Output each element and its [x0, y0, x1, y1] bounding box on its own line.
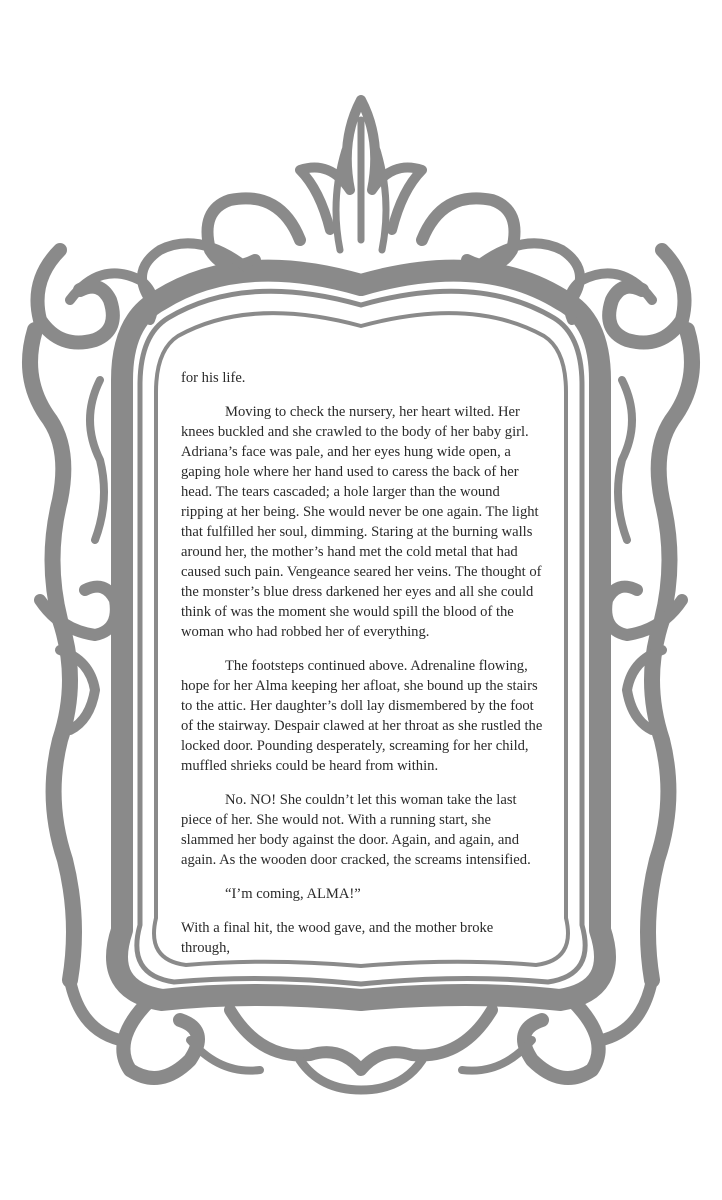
- paragraph-5: With a final hit, the wood gave, and the mother broke through,: [181, 920, 494, 956]
- paragraph-2: The footsteps continued above. Adrenaline flowing, hope for her Alma keeping her afloat, she bound up the stairs to the attic. Her daughter’s doll lay dismembered by the foot of the stairway. Despair clawed at her throat as she rustled the locked door. Pounding desperately, screaming for her child, muffled shrieks could be heard from within.: [181, 658, 543, 774]
- paragraph-4: “I’m coming, ALMA!”: [225, 886, 361, 902]
- paragraph-1: Moving to check the nursery, her heart wilted. Her knees buckled and she crawled to the body of her baby girl. Adriana’s face was pale, and her eyes hung wide open, a gaping hole where her hand used to caress the back of her head. The tears cascaded; a hole larger than the wound ripping at her being. She would never be one again. The light that fulfilled her soul, dimming. Staring at the burning walls around her, the mother’s hand met the cold metal that had caused such pain. Vengeance seared her veins. The thought of the monster’s blue dress darkened her eyes and all she could think of was the moment she would spill the blood of the woman who had robbed her of everything.: [181, 404, 542, 640]
- story-text: [181, 368, 545, 958]
- paragraph-0: for his life.: [181, 370, 246, 386]
- paragraph-3: No. NO! She couldn’t let this woman take the last piece of her. She would not. With a running start, she slammed her body against the door. Again, and again, and again. As the wooden door cracked, the screams intensified.: [181, 792, 531, 868]
